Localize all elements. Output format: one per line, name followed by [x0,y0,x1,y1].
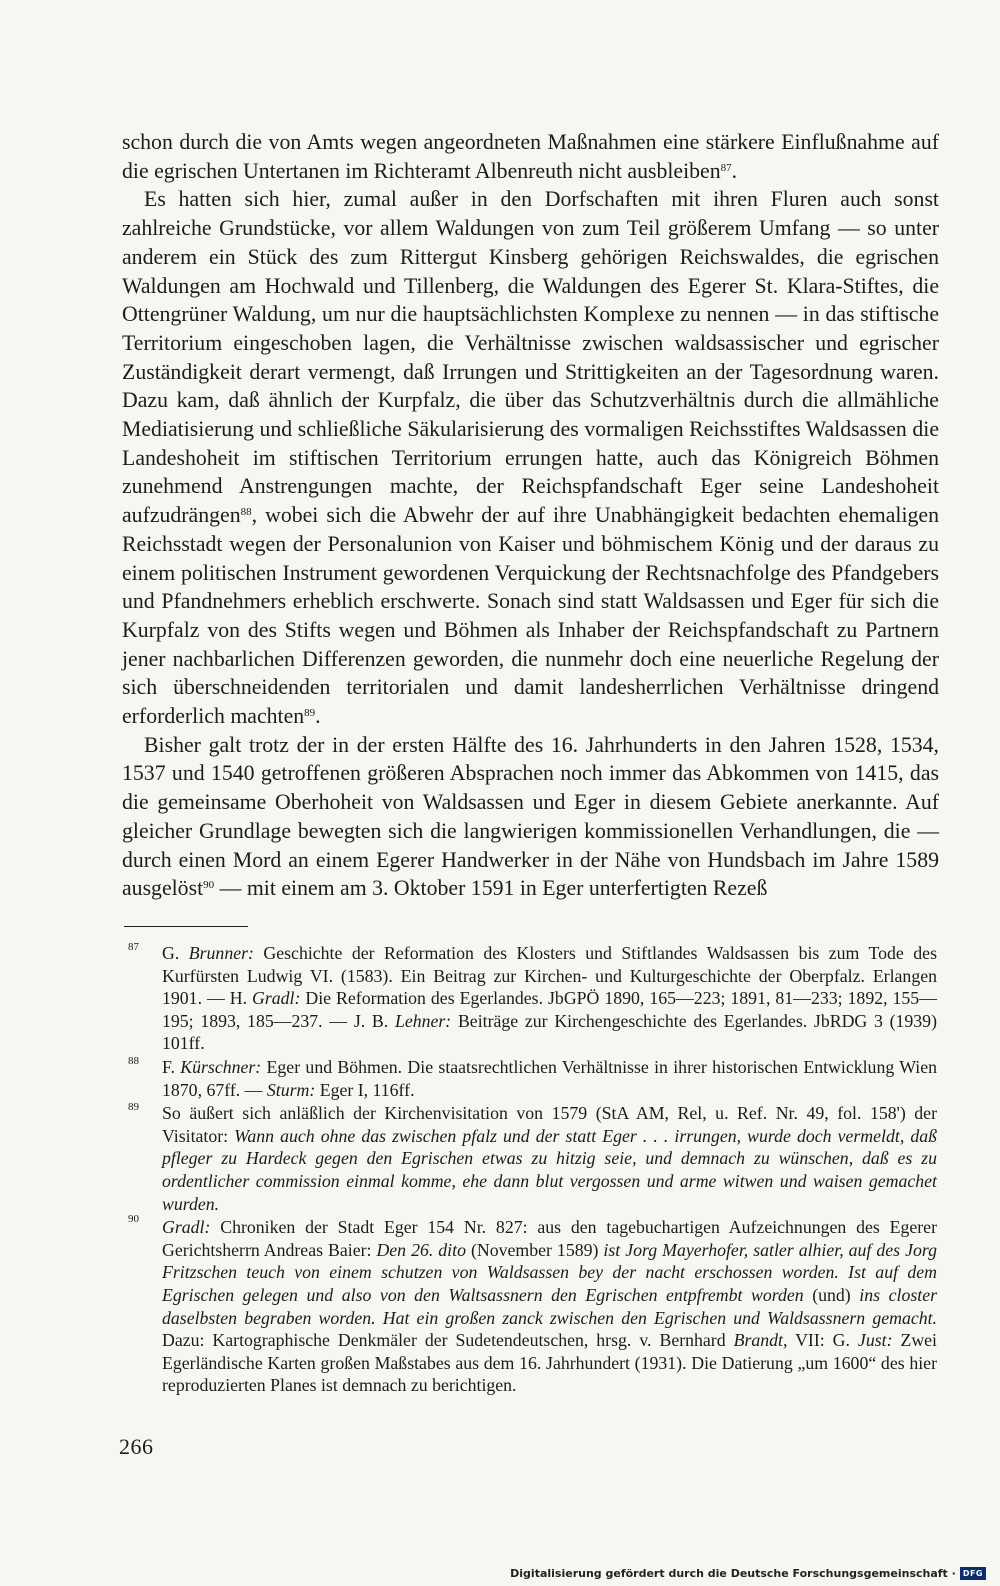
footnote-text: VII: G. [787,1330,858,1351]
footnote-text: Chroniken der Stadt Eger 154 Nr. 827: aus den tagebuchartigen Aufzeichnungen des Egerer Gerichtsherrn Andreas Baier: [162,1217,937,1260]
footer-text: Digitalisierung gefördert durch die Deutsche Forschungsgemeinschaft · [510,1567,956,1580]
dfg-logo: DFG [960,1567,986,1580]
main-text [122,128,939,903]
source-quote: Wann auch ohne das zwischen pfalz und der statt Eger . . . irrungen, wurde doch vermeldt, daß pfleger zu Hardeck gegen den Egrischen etwas zu hitzig seie, und demnach zu wünschen, daß es zu ordentlicher commission einmal komme, ehe dann blut vergossen und arme witwen und waisen gemachet wurden. [162,1125,937,1214]
author-name: Sturm: [266,1079,316,1100]
paragraph-2-end: . [315,704,321,729]
footnote-90 [124,1213,938,1397]
footnote-text: Beiträge zur Kirchengeschichte des Egerlandes. JbRDG 3 (1939) 101ff. [162,1010,937,1054]
footnote-text: Eger und Böhmen. Die staatsrechtlichen Verhältnisse in ihrer historischen Entwicklung Wien 1870, 67ff. — [162,1056,938,1100]
footnotes [124,942,937,1398]
author-name: Brunner: [188,943,254,963]
footnote-text: F. [162,1056,181,1077]
author-name: Gradl: [162,1217,211,1238]
digitization-footer [510,1567,986,1580]
paragraph-2 [122,185,939,730]
source-quote: ist Jorg Mayerhofer, satler alhier, auf des Jorg Fritzschen teuch von einem schutzen von Waldsassen bey der nacht erschossen worden. Ist auf dem Egrischen gelegen und also von den Waltsassnern den Egrischen entpfrembt worden [162,1239,937,1305]
footnote-number: 87 [128,941,139,953]
paragraph-2-text-a: Es hatten sich hier, zumal außer in den Dorfschaften mit ihren Fluren auch sonst zahlreiche Grundstücke, vor allem Waldungen von zum Teil größerem Umfang — so unter anderem ein Stück des zum Rittergut Kinsberg gehörigen Reichswaldes, die egrischen Waldungen am Hochwald und Tillenberg, die Waldungen des Egerer St. Klara-Stiftes, die Ottengrüner Waldung, um nur die hauptsächlichsten Komplexe zu nennen — in das stiftische Territorium eingeschoben lagen, die Verhältnisse zwischen waldsassischer und egrischer Zuständigkeit derart vermengt, daß Irrungen und Strittigkeiten an der Tagesordnung waren. Dazu kam, daß ähnlich der Kurpfalz, die über das Schutzverhältnis durch die allmähliche Mediatisierung und schließliche Säkularisierung des vormaligen Reichsstiftes Waldsassen die Landeshoheit im stiftischen Territorium errungen hatte, auch das Königreich Böhmen zunehmend Anstrengungen machte, der Reichspfandschaft Eger seine Landeshoheit aufzudrängen [122,187,939,528]
paragraph-3-text-a: Bisher galt trotz der in der ersten Hälfte des 16. Jahrhunderts in den Jahren 1528, 1534, 1537 und 1540 getroffenen größeren Absprachen noch immer das Abkommen von 1415, das die gemeinsame Oberhoheit von Waldsassen und Eger in diesem Gebiete anerkannte. Auf gleicher Grundlage bewegten sich die langwierigen kommissionellen Verhandlungen, die — durch einen Mord an einem Egerer Handwerker in der Nähe von Hundsbach im Jahre 1589 ausgelöst [122,732,939,901]
footnote-number: 90 [128,1213,139,1226]
footnote-ref-89: 89 [304,707,316,720]
author-name: Just: [857,1330,893,1351]
paragraph-1 [122,128,939,185]
source-quote: ins closter daselbsten begraben worden. Hat ein großen zanck zwischen den Egrischen und Waldsassnern gemacht. [162,1284,938,1328]
footnote-text: Eger I, 116ff. [315,1079,415,1100]
paragraph-1-end: . [731,158,738,183]
author-name: Gradl: [252,988,301,1009]
paragraph-3 [122,731,939,903]
footnote-text: Dazu: Kartographische Denkmäler der Sudetendeutschen, hrsg. v. Bernhard [162,1330,734,1351]
source-quote: Den 26. dito [376,1239,466,1260]
footnote-ref-88: 88 [240,506,252,519]
footnote-text: Geschichte der Reformation des Klosters und Stiftlandes Waldsassen bis zum Tode des Kurfürsten Ludwig VI. (1583). Ein Beitrag zur Kirchen- und Kulturgeschichte der Oberpfalz. Erlangen 1901. — H. [162,943,937,1009]
footnote-separator [124,926,248,927]
paragraph-3-text-b: — mit einem am 3. Oktober 1591 in Eger unterfertigten Rezeß [214,876,768,901]
paragraph-2-text-b: , wobei sich die Abwehr der auf ihre Unabhängigkeit bedachten ehemaligen Reichsstadt wegen der Personalunion von Kaiser und böhmischem König und der daraus zu einem politischen Instrument gewordenen Verquickung der Rechtsnachfolge des Pfandgebers und Pfandnehmers erheblich erschwerte. Sonach sind statt Waldsassen und Eger für sich die Kurpfalz von des Stifts wegen und Böhmen als Inhaber der Reichspfandschaft zu Partnern jener nachbarlichen Differenzen geworden, die nunmehr doch eine neuerliche Regelung der sich überschneidenden territorialen und damit landesherrlichen Verhältnisse dringend erforderlich machten [122,503,939,729]
footnote-text: (und) [803,1284,860,1305]
author-name: Brandt, [733,1330,788,1351]
footnote-number: 89 [128,1101,139,1114]
author-name: Kürschner: [180,1056,262,1077]
author-name: Lehner: [394,1010,452,1031]
footnote-text: (November 1589) [465,1239,604,1260]
paragraph-1-text: schon durch die von Amts wegen angeordneten Maßnahmen eine stärkere Einflußnahme auf die egrischen Untertanen im Richteramt Albenreuth nicht ausbleiben [122,130,939,183]
footnote-text: Die Reformation des Egerlandes. JbGPÖ 1890, 165—223; 1891, 81—233; 1892, 155—195; 1893, 185—237. — J. B. [162,988,937,1031]
footnote-87 [124,942,937,1055]
footnote-ref-87: 87 [720,161,732,174]
footnote-text: G. [162,943,189,963]
footnote-89 [124,1102,937,1215]
page-number: 266 [119,1434,154,1459]
footnote-ref-90: 90 [203,879,215,892]
footnote-88 [124,1056,937,1101]
footnote-text: So äußert sich anläßlich der Kirchenvisitation von 1579 (StA AM, Rel, u. Ref. Nr. 49, fol. 158') der Visitator: [162,1103,937,1146]
footnote-text: Zwei Egerländische Karten großen Maßstabes aus dem 16. Jahrhundert (1931). Die Datierung „um 1600“ des hier reproduzierten Planes ist demnach zu berichtigen. [162,1330,937,1396]
footnote-number: 88 [128,1054,139,1067]
